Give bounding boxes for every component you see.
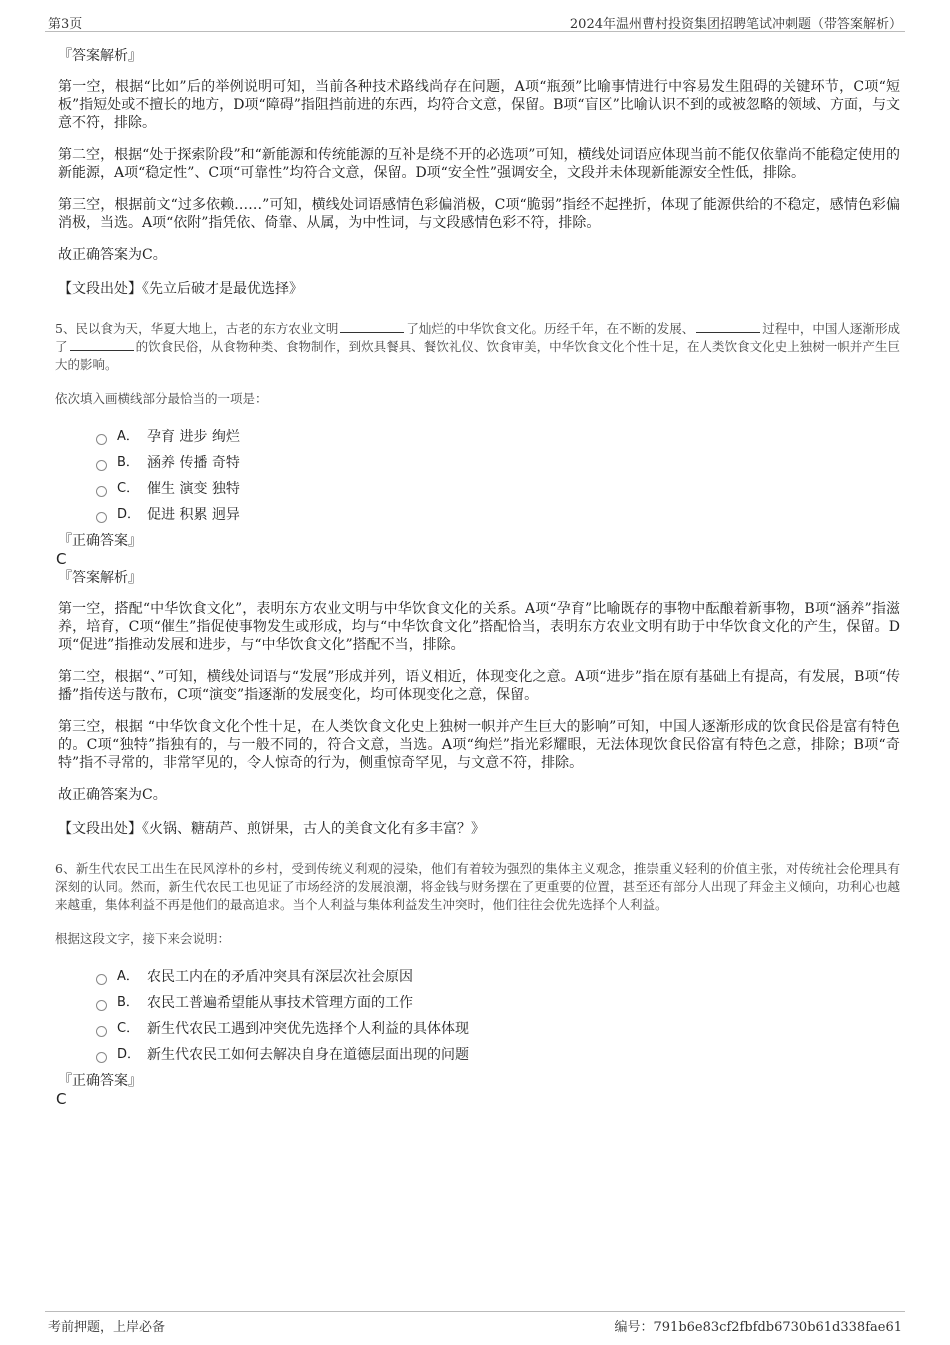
document-title: 2024年温州曹村投资集团招聘笔试冲刺题（带答案解析） [569,17,902,32]
q5-analysis-label: 『答案解析』 [58,570,142,586]
q6-option-c[interactable]: C． 新生代农民工遇到冲突优先选择个人利益的具体体现 [96,1016,900,1042]
q4-analysis-para: 第三空，根据前文“过多依赖……”可知，横线处词语感情色彩偏消极，C项“脆弱”指经不起挫折，体现了能源供给的不稳定，感情色彩偏消极，当选。A项“依附”指凭依、倚靠、从属，为中性词，与文段感情色彩不符，排除。 [58,197,900,231]
page-header [45,10,905,32]
page-content [55,46,900,1108]
page-number: 第3页 [48,17,83,32]
fill-blank-1 [340,321,404,333]
q6-options [96,964,900,1068]
radio-icon[interactable] [96,460,107,471]
radio-icon[interactable] [96,486,107,497]
radio-icon[interactable] [96,974,107,985]
q5-option-c[interactable]: C． 催生 演变 独特 [96,476,900,502]
radio-icon[interactable] [96,1026,107,1037]
q5-answer-label: 『正确答案』 [58,533,142,549]
fill-blank-3 [70,339,134,351]
q5-analysis-para: 第一空，搭配“中华饮食文化”，表明东方农业文明与中华饮食文化的关系。A项“孕育”比喻既存的事物中酝酿着新事物，B项“涵养”指滋养，培育，C项“催生”指促使事物发生或形成，均与“中华饮食文化”搭配恰当，表明东方农业文明有助于中华饮食文化的产生，保留。D项“促进”指推动发展和进步，与“中华饮食文化”搭配不当，排除。 [58,601,900,653]
q5-options [96,424,900,528]
q4-analysis-label: 『答案解析』 [58,48,142,64]
q4-analysis-para: 第二空，根据“处于探索阶段”和“新能源和传统能源的互补是绕不开的必选项”可知，横线处词语应体现当前不能仅依靠尚不能稳定使用的新能源，A项“稳定性”、C项“可靠性”均符合文意，保留。D项“安全性”强调安全，文段并未体现新能源安全性低，排除。 [58,147,900,181]
q6-option-b[interactable]: B． 农民工普遍希望能从事技术管理方面的工作 [96,990,900,1016]
q6-prompt: 根据这段文字，接下来会说明： [55,931,231,946]
q5-analysis-para: 第三空，根据 “中华饮食文化个性十足，在人类饮食文化史上独树一帜并产生巨大的影响”可知，中国人逐渐形成的饮食民俗是富有特色的。C项“独特”指独有的，与一般不同的，符合文意，当选。A项“绚烂”指光彩耀眼，无法体现饮食民俗富有特色之意，排除；B项“奇特”指不寻常的，非常罕见的，令人惊奇的行为，侧重惊奇罕见，与文意不符，排除。 [58,719,900,771]
q6-option-a[interactable]: A． 农民工内在的矛盾冲突具有深层次社会原因 [96,964,900,990]
q5-analysis-para: 第二空，根据“、”可知，横线处词语与“发展”形成并列，语义相近，体现变化之意。A项“进步”指在原有基础上有提高，有发展，B项“传播”指传送与散布，C项“演变”指逐渐的发展变化，均可体现变化之意，保留。 [58,669,900,703]
radio-icon[interactable] [96,1052,107,1063]
q5-option-d[interactable]: D． 促进 积累 迥异 [96,502,900,528]
q5-option-b[interactable]: B． 涵养 传播 奇特 [96,450,900,476]
q5-answer: C [56,550,67,568]
q4-conclusion: 故正确答案为C。 [58,247,167,263]
q6-answer-label: 『正确答案』 [58,1073,142,1089]
page-footer [45,1311,905,1335]
q5-source: 【文段出处】《火锅、糖葫芦、煎饼果，古人的美食文化有多丰富？》 [58,821,485,837]
q5-option-a[interactable]: A． 孕育 进步 绚烂 [96,424,900,450]
q6-option-d[interactable]: D． 新生代农民工如何去解决自身在道德层面出现的问题 [96,1042,900,1068]
q4-source: 【文段出处】《先立后破才是最优选择》 [58,281,303,297]
q5-prompt: 依次填入画横线部分最恰当的一项是： [55,391,268,406]
q4-analysis-para: 第一空，根据“比如”后的举例说明可知，当前各种技术路线尚存在问题，A项“瓶颈”比喻事情进行中容易发生阻碍的关键环节，C项“短板”指短处或不擅长的地方，D项“障碍”指阻挡前进的东西，均符合文意，保留。B项“盲区”比喻认识不到的或被忽略的领域、方面，与文意不符，排除。 [58,79,900,131]
footer-slogan: 考前押题，上岸必备 [48,1320,166,1335]
fill-blank-2 [696,321,760,333]
q5-stem: 5、民以食为天，华夏大地上，古老的东方农业文明 了灿烂的中华饮食文化。历经千年，在不断的发展、 过程中，中国人逐渐形成了 的饮食民俗，从食物种类、食物制作，到炊具餐具、餐饮礼仪、饮食审美，中华饮食文化个性十足，在人类饮食文化史上独树一帜并产生巨大的影响。 [55,321,900,372]
q5-conclusion: 故正确答案为C。 [58,787,167,803]
q6-answer: C [56,1090,67,1108]
radio-icon[interactable] [96,434,107,445]
document-id: 编号：791b6e83cf2fbfdb6730b61d338fae61 [614,1320,902,1335]
radio-icon[interactable] [96,512,107,523]
radio-icon[interactable] [96,1000,107,1011]
q6-stem: 6、新生代农民工出生在民风淳朴的乡村，受到传统义利观的浸染，他们有着较为强烈的集体主义观念，推崇重义轻利的价值主张，对传统社会伦理具有深刻的认同。然而，新生代农民工也见证了市场经济的发展浪潮，将金钱与财务摆在了更重要的位置，甚至还有部分人出现了拜金主义倾向，功利心也越来越重，集体利益不再是他们的最高追求。当个人利益与集体利益发生冲突时，他们往往会优先选择个人利益。 [55,861,900,912]
